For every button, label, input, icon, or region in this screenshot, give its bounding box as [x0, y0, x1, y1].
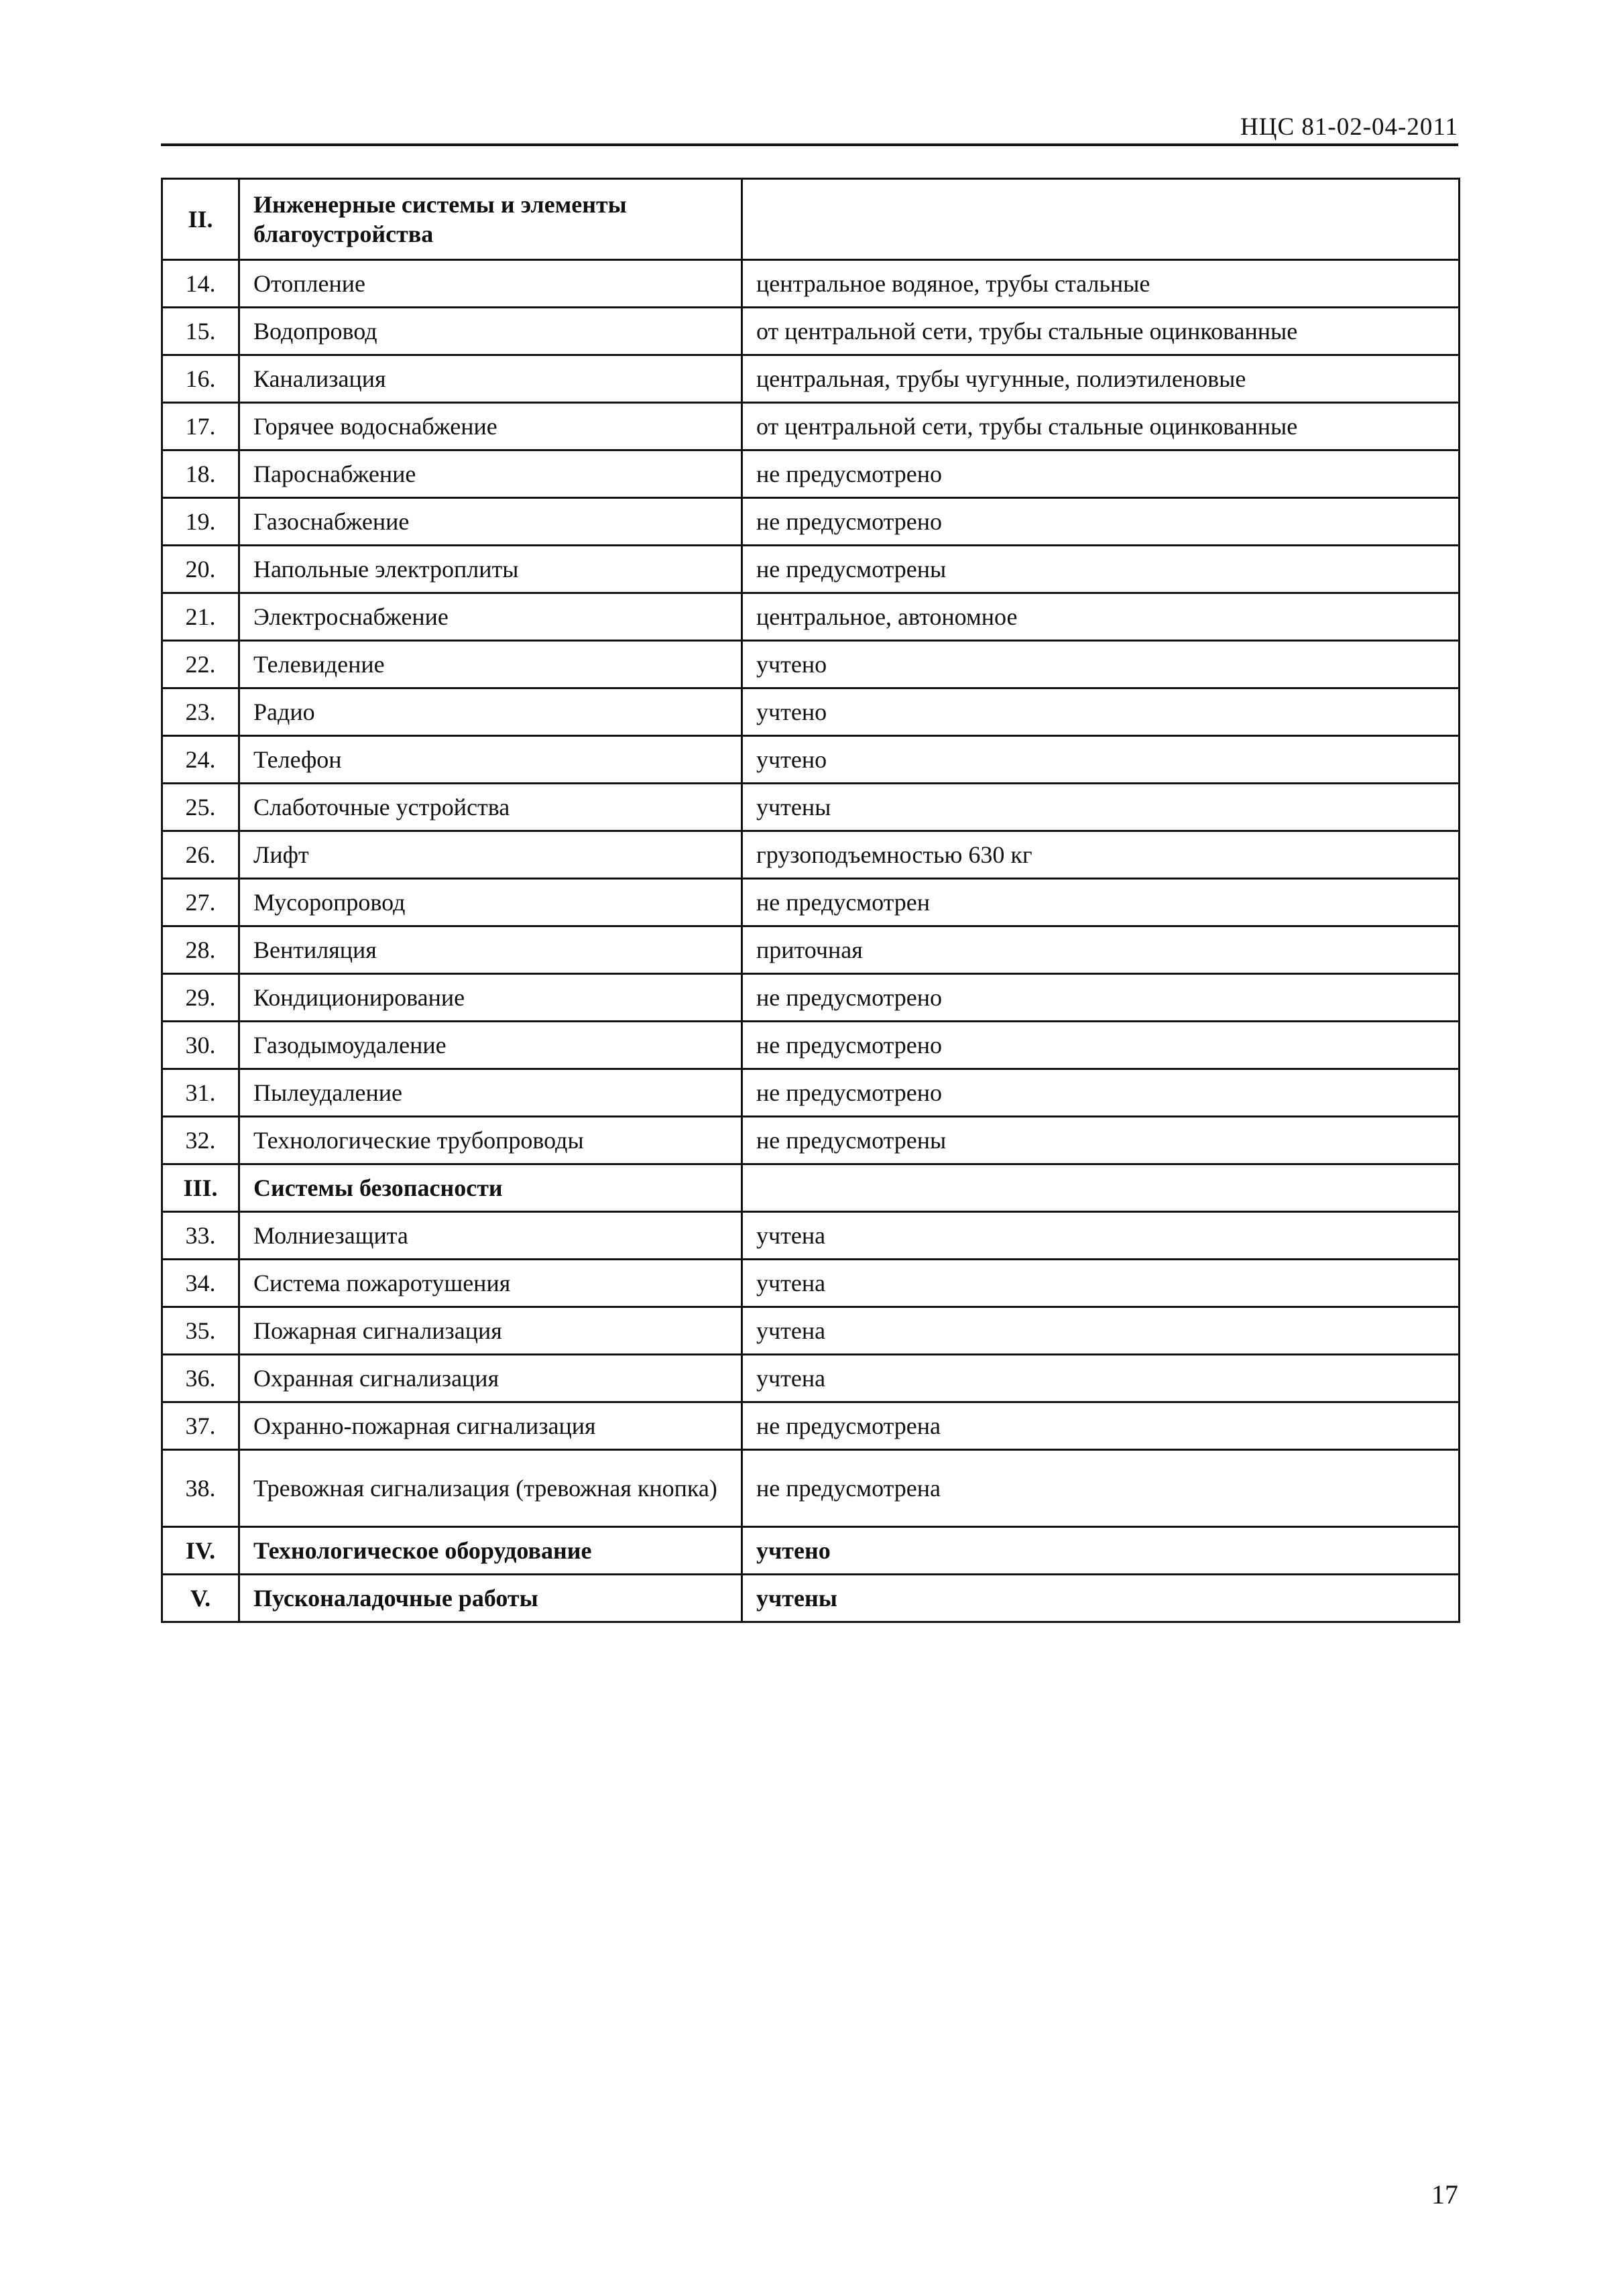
item-value-cell: учтено — [742, 641, 1460, 688]
table-row — [162, 1307, 1460, 1355]
row-number-cell: 31. — [162, 1069, 239, 1117]
item-value-cell: учтено — [742, 1527, 1460, 1575]
table-row — [162, 355, 1460, 403]
item-value-cell: не предусмотрено — [742, 1022, 1460, 1069]
section-row — [162, 1575, 1460, 1622]
document-code: НЦС 81-02-04-2011 — [1240, 113, 1458, 141]
item-value-cell: учтено — [742, 688, 1460, 736]
item-name-cell: Тревожная сигнализация (тревожная кнопка) — [239, 1450, 742, 1527]
item-name-cell: Пароснабжение — [239, 450, 742, 498]
table-row — [162, 641, 1460, 688]
table-row — [162, 1355, 1460, 1402]
item-name-cell: Охранная сигнализация — [239, 1355, 742, 1402]
table-row — [162, 1069, 1460, 1117]
item-name-cell: Отопление — [239, 260, 742, 308]
row-number-cell: 38. — [162, 1450, 239, 1527]
row-number-cell: III. — [162, 1164, 239, 1212]
item-value-cell: учтены — [742, 784, 1460, 831]
table-row — [162, 736, 1460, 784]
table-row — [162, 1402, 1460, 1450]
item-value-cell: центральная, трубы чугунные, полиэтиленовые — [742, 355, 1460, 403]
row-number-cell: 35. — [162, 1307, 239, 1355]
row-number-cell: 33. — [162, 1212, 239, 1260]
section-row — [162, 1527, 1460, 1575]
row-number-cell: 30. — [162, 1022, 239, 1069]
item-value-cell: не предусмотрено — [742, 498, 1460, 546]
row-number-cell: 16. — [162, 355, 239, 403]
table-row — [162, 688, 1460, 736]
row-number-cell: 23. — [162, 688, 239, 736]
row-number-cell: 20. — [162, 546, 239, 593]
item-name-cell: Молниезащита — [239, 1212, 742, 1260]
section-row — [162, 179, 1460, 260]
item-value-cell: от центральной сети, трубы стальные оцинкованные — [742, 403, 1460, 450]
item-name-cell: Слаботочные устройства — [239, 784, 742, 831]
item-name-cell: Водопровод — [239, 308, 742, 355]
row-number-cell: 18. — [162, 450, 239, 498]
table-row — [162, 974, 1460, 1022]
table-row — [162, 260, 1460, 308]
row-number-cell: V. — [162, 1575, 239, 1622]
item-name-cell: Инженерные системы и элементы благоустройства — [239, 179, 742, 260]
item-value-cell: не предусмотрены — [742, 546, 1460, 593]
table-row — [162, 308, 1460, 355]
row-number-cell: 29. — [162, 974, 239, 1022]
page-number: 17 — [1431, 2179, 1458, 2210]
header-divider — [161, 143, 1458, 146]
item-value-cell — [742, 179, 1460, 260]
table-row — [162, 926, 1460, 974]
table-row — [162, 1117, 1460, 1164]
item-name-cell: Технологические трубопроводы — [239, 1117, 742, 1164]
row-number-cell: 15. — [162, 308, 239, 355]
item-value-cell: не предусмотрен — [742, 879, 1460, 926]
row-number-cell: 26. — [162, 831, 239, 879]
table-row — [162, 450, 1460, 498]
item-name-cell: Охранно-пожарная сигнализация — [239, 1402, 742, 1450]
item-name-cell: Лифт — [239, 831, 742, 879]
item-value-cell: учтена — [742, 1307, 1460, 1355]
item-name-cell: Канализация — [239, 355, 742, 403]
row-number-cell: 21. — [162, 593, 239, 641]
item-name-cell: Газоснабжение — [239, 498, 742, 546]
item-name-cell: Пылеудаление — [239, 1069, 742, 1117]
item-value-cell: не предусмотрено — [742, 1069, 1460, 1117]
item-name-cell: Кондиционирование — [239, 974, 742, 1022]
item-name-cell: Система пожаротушения — [239, 1260, 742, 1307]
item-name-cell: Вентиляция — [239, 926, 742, 974]
table-row — [162, 1450, 1460, 1527]
item-name-cell: Телевидение — [239, 641, 742, 688]
item-name-cell: Газодымоудаление — [239, 1022, 742, 1069]
item-value-cell — [742, 1164, 1460, 1212]
item-name-cell: Пусконаладочные работы — [239, 1575, 742, 1622]
row-number-cell: 37. — [162, 1402, 239, 1450]
item-value-cell: центральное водяное, трубы стальные — [742, 260, 1460, 308]
row-number-cell: 22. — [162, 641, 239, 688]
item-name-cell: Телефон — [239, 736, 742, 784]
item-value-cell: учтена — [742, 1260, 1460, 1307]
row-number-cell: 32. — [162, 1117, 239, 1164]
table-row — [162, 831, 1460, 879]
item-name-cell: Мусоропровод — [239, 879, 742, 926]
section-row — [162, 1164, 1460, 1212]
table-row — [162, 403, 1460, 450]
item-value-cell: учтено — [742, 736, 1460, 784]
item-value-cell: не предусмотрено — [742, 450, 1460, 498]
item-name-cell: Горячее водоснабжение — [239, 403, 742, 450]
item-name-cell: Системы безопасности — [239, 1164, 742, 1212]
table-row — [162, 1022, 1460, 1069]
row-number-cell: 17. — [162, 403, 239, 450]
item-name-cell: Радио — [239, 688, 742, 736]
table-row — [162, 784, 1460, 831]
row-number-cell: 28. — [162, 926, 239, 974]
row-number-cell: 25. — [162, 784, 239, 831]
item-value-cell: от центральной сети, трубы стальные оцинкованные — [742, 308, 1460, 355]
table-row — [162, 1212, 1460, 1260]
row-number-cell: 36. — [162, 1355, 239, 1402]
row-number-cell: 24. — [162, 736, 239, 784]
item-value-cell: не предусмотрено — [742, 974, 1460, 1022]
table-row — [162, 1260, 1460, 1307]
table-row — [162, 593, 1460, 641]
table-row — [162, 546, 1460, 593]
item-value-cell: грузоподъемностью 630 кг — [742, 831, 1460, 879]
row-number-cell: IV. — [162, 1527, 239, 1575]
row-number-cell: II. — [162, 179, 239, 260]
row-number-cell: 27. — [162, 879, 239, 926]
item-value-cell: не предусмотрена — [742, 1402, 1460, 1450]
table-row — [162, 498, 1460, 546]
item-value-cell: учтена — [742, 1355, 1460, 1402]
table-row — [162, 879, 1460, 926]
item-name-cell: Электроснабжение — [239, 593, 742, 641]
row-number-cell: 19. — [162, 498, 239, 546]
item-name-cell: Технологическое оборудование — [239, 1527, 742, 1575]
row-number-cell: 34. — [162, 1260, 239, 1307]
item-value-cell: не предусмотрены — [742, 1117, 1460, 1164]
item-name-cell: Пожарная сигнализация — [239, 1307, 742, 1355]
item-value-cell: приточная — [742, 926, 1460, 974]
item-name-cell: Напольные электроплиты — [239, 546, 742, 593]
specification-table — [161, 178, 1460, 1623]
item-value-cell: учтена — [742, 1212, 1460, 1260]
item-value-cell: учтены — [742, 1575, 1460, 1622]
item-value-cell: центральное, автономное — [742, 593, 1460, 641]
item-value-cell: не предусмотрена — [742, 1450, 1460, 1527]
row-number-cell: 14. — [162, 260, 239, 308]
